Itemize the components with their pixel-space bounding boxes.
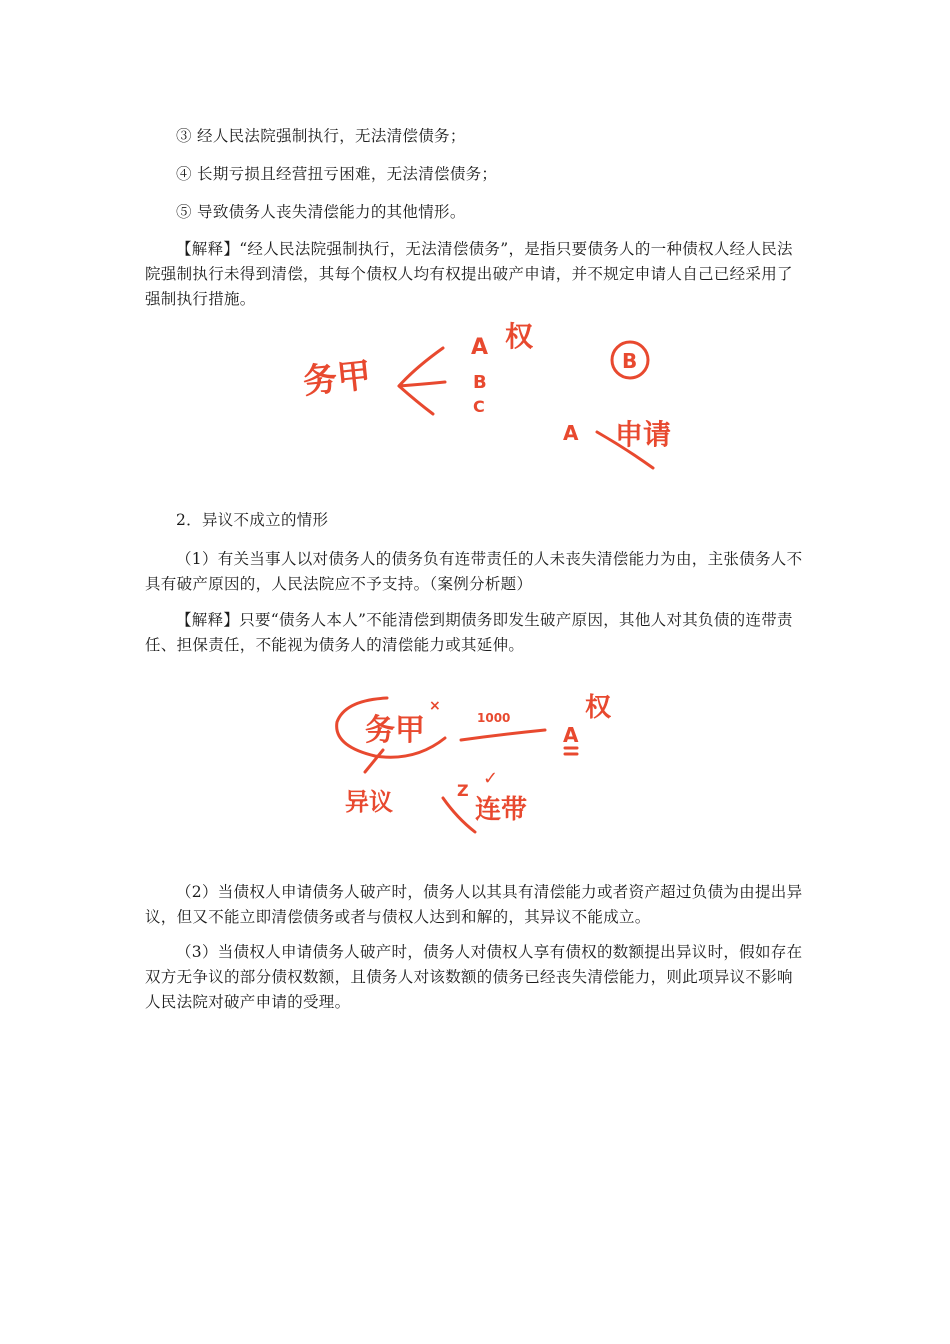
sketch1-a-text: A: [471, 335, 489, 360]
sketch1-arrow-lower: [399, 386, 433, 414]
handwritten-sketch-1: [295, 318, 675, 478]
sketch1-quan-text: 权: [505, 320, 534, 353]
paragraph-2: （2）当债权人申请债务人破产时，债务人以其具有清偿能力或者资产超过负债为由提出异议，但又不能立即清偿债务或者与债权人达到和解的，其异议不能成立。: [145, 883, 803, 926]
sketch2-amount-text: 1000: [477, 711, 511, 725]
paragraph-1: （1）有关当事人以对债务人的债务负有连带责任的人未丧失清偿能力为由，主张债务人不具有破产原因的，人民法院应不予支持。（案例分析题）: [145, 550, 803, 593]
sketch1-apply-text: 申请: [615, 418, 672, 451]
list-item-3: ③ 经人民法院强制执行，无法清偿债务；: [176, 127, 466, 145]
explanation-1: 【解释】“经人民法院强制执行，无法清偿债务”，是指只要债务人的一种债权人经人民法院强制执行未得到清偿，其每个债权人均有权提出破产申请，并不规定申请人自己已经采用了强制执行措施。: [145, 240, 793, 308]
sketch2-check-text: ✓: [483, 768, 499, 789]
list-item-4: ④ 长期亏损且经营扭亏困难，无法清偿债务；: [176, 165, 498, 183]
sketch1-circled-b-text: B: [622, 349, 638, 373]
sketch2-equal-mark: [565, 748, 577, 754]
sketch1-arrow-upper: [399, 348, 445, 386]
sketch2-joint-text: 连带: [475, 795, 528, 825]
sketch2-x-mark: ×: [429, 698, 441, 714]
sketch1-b-text: B: [473, 372, 487, 393]
sketch2-debtor-text: 务甲: [365, 713, 425, 748]
section-title: 2．异议不成立的情形: [176, 511, 329, 529]
sketch2-objection-text: 异议: [345, 788, 393, 816]
sketch1-c-text: C: [473, 397, 485, 416]
sketch2-slash: [443, 798, 475, 832]
paragraph-3: （3）当债权人申请债务人破产时，债务人对债权人享有债权的数额提出异议时，假如存在双方无争议的部分债权数额，且债务人对该数额的债务已经丧失清偿能力，则此项异议不影响人民法院对破产申请的受理。: [145, 943, 803, 1011]
sketch2-a-text: A: [563, 723, 579, 747]
sketch2-z-text: Z: [457, 781, 469, 800]
handwritten-sketch-2: [325, 688, 625, 848]
sketch1-debtor-text: 务甲: [301, 355, 373, 403]
sketch2-line: [461, 730, 545, 740]
list-item-5: ⑤ 导致债务人丧失清偿能力的其他情形。: [176, 203, 466, 221]
sketch2-quan-text: 权: [585, 693, 612, 723]
sketch1-a2-text: A: [563, 421, 579, 445]
explanation-2: 【解释】只要“债务人本人”不能清偿到期债务即发生破产原因，其他人对其负债的连带责任、担保责任，不能视为债务人的清偿能力或其延伸。: [145, 611, 793, 654]
